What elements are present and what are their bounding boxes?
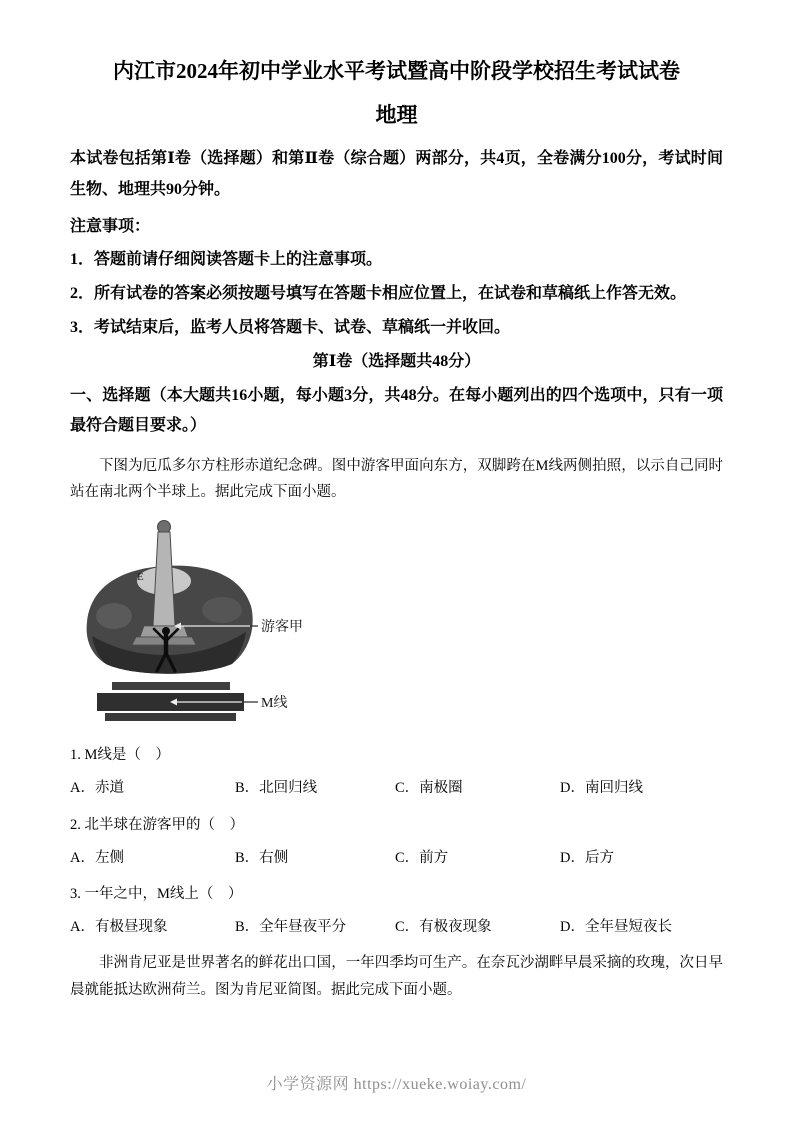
question-1-option-a: A．赤道 — [70, 780, 124, 797]
exam-title: 内江市2024年初中学业水平考试暨高中阶段学校招生考试试卷 — [113, 59, 680, 83]
notice-item-2: 2．所有试卷的答案必须按题号填写在答题卡相应位置上，在试卷和草稿纸上作答无效。 — [70, 285, 687, 303]
passage-kenya-flowers: 非洲肯尼亚是世界著名的鲜花出口国，一年四季均可生产。在奈瓦沙湖畔早晨采摘的玫瑰，次日早晨就能抵达欧洲荷兰。图为肯尼亚简图。据此完成下面小题。 — [70, 955, 723, 999]
question-1-options — [70, 777, 723, 800]
notices-header: 注意事项： — [70, 217, 151, 235]
question-3-option-b: B．全年昼夜平分 — [235, 919, 347, 936]
question-1-option-d: D．南回归线 — [560, 780, 643, 797]
question-1-option-c: C．南极圈 — [395, 780, 463, 797]
passage-equator-monument: 下图为厄瓜多尔方柱形赤道纪念碑。图中游客甲面向东方，双脚跨在M线两侧拍照，以示自己同时站在南北两个半球上。据此完成下面小题。 — [70, 457, 723, 501]
monument-figure — [82, 514, 723, 731]
question-2-option-d: D．后方 — [560, 849, 614, 866]
question-3-option-a: A．有极昼现象 — [70, 919, 168, 936]
tourist-label: 游客甲 — [261, 620, 303, 636]
photo-texture-right — [202, 597, 242, 623]
question-1-stem: 1. M线是（ ） — [70, 747, 170, 764]
question-2-options — [70, 847, 723, 870]
monument-mark-e: E — [137, 571, 144, 584]
exam-intro: 本试卷包括第Ⅰ卷（选择题）和第Ⅱ卷（综合题）两部分，共4页，全卷满分100分，考试时间生物、地理共90分钟。 — [70, 150, 723, 199]
question-3-option-c: C．有极夜现象 — [395, 919, 492, 936]
question-3-options — [70, 916, 723, 939]
exam-subject: 地理 — [375, 103, 418, 128]
question-2 — [70, 814, 723, 870]
page-footer — [0, 1071, 793, 1094]
question-3 — [70, 883, 723, 939]
section-title: 第Ⅰ卷（选择题共48分） — [312, 353, 481, 371]
question-1 — [70, 744, 723, 800]
question-2-option-a: A．左侧 — [70, 849, 124, 866]
mline-label: M线 — [261, 696, 288, 712]
footer-site-link[interactable]: 小学资源网 https://xueke.woiay.com/ — [266, 1076, 527, 1093]
question-3-stem: 3. 一年之中，M线上（ ） — [70, 886, 243, 902]
monument-column — [153, 532, 175, 626]
question-3-option-d: D．全年昼短夜长 — [560, 919, 672, 936]
question-2-option-c: C．前方 — [395, 849, 449, 866]
notice-item-1: 1．答题前请仔细阅读答题卡上的注意事项。 — [70, 251, 383, 269]
question-2-stem: 2. 北半球在游客甲的（ ） — [70, 816, 244, 833]
question-1-option-b: B．北回归线 — [235, 780, 318, 797]
monument-photo-illustration — [82, 514, 322, 726]
question-2-option-b: B．右侧 — [235, 849, 289, 866]
section-intro: 一、选择题（本大题共16小题，每小题3分，共48分。在每小题列出的四个选项中，只有一项最符合题目要求。） — [70, 386, 723, 435]
notice-item-3: 3．考试结束后，监考人员将答题卡、试卷、草稿纸一并收回。 — [70, 318, 511, 336]
photo-texture-left — [96, 603, 132, 629]
